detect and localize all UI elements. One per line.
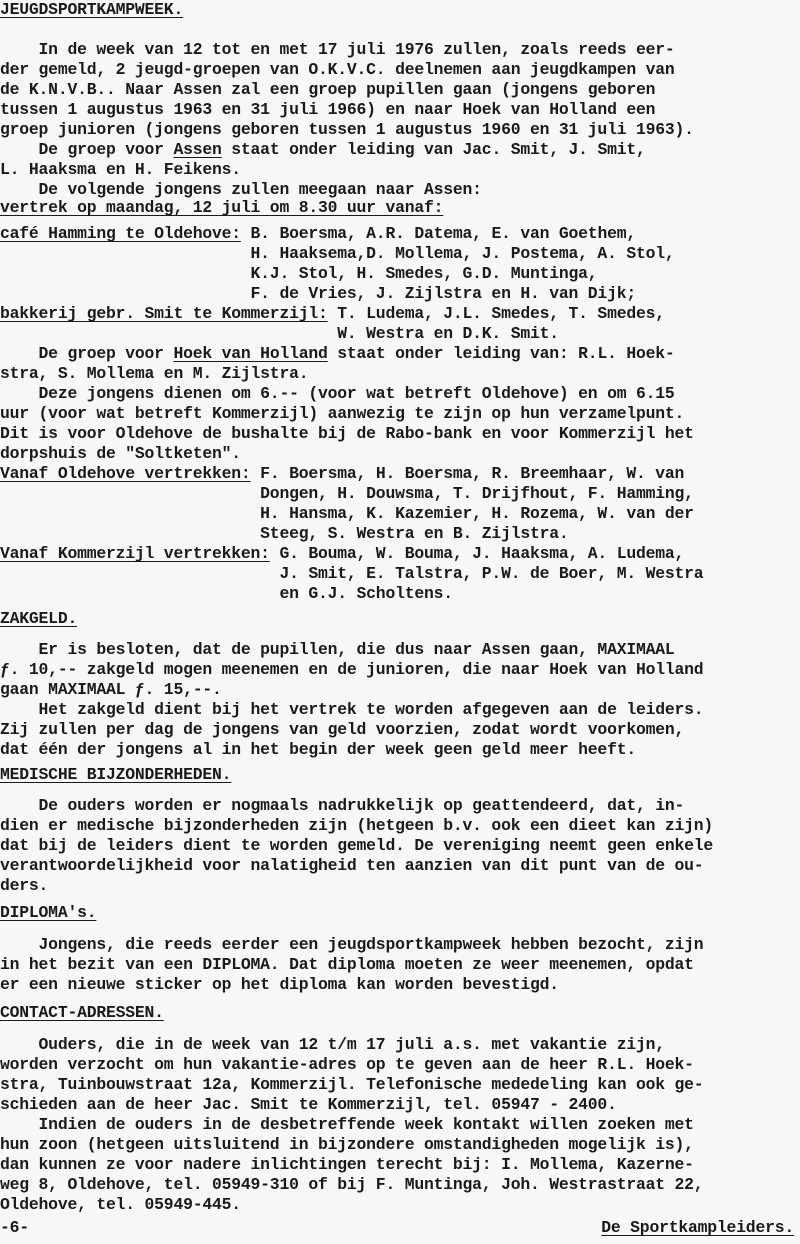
- paragraph-line: tussen 1 augustus 1963 en 31 juli 1966) en naar Hoek van Holland een: [0, 100, 656, 119]
- name-list: H. Haaksema,D. Mollema, J. Postema, A. Stol,: [0, 244, 675, 263]
- name-list: G. Bouma, W. Bouma, J. Haaksma, A. Ludema,: [269, 544, 685, 563]
- name-list: Dongen, H. Douwsma, T. Drijfhout, F. Hamming,: [0, 484, 694, 503]
- name-list: B. Boersma, A.R. Datema, E. van Goethem,: [240, 224, 636, 243]
- section-heading-diploma: DIPLOMA's.: [0, 903, 97, 922]
- paragraph-line: in het bezit van een DIPLOMA. Dat diploma moeten ze weer meenemen, opdat: [0, 955, 694, 974]
- paragraph-line: stra, Tuinbouwstraat 12a, Kommerzijl. Telefonische mededeling kan ook ge-: [0, 1075, 704, 1094]
- section-heading-jeugdsportkampweek: JEUGDSPORTKAMPWEEK.: [0, 0, 184, 19]
- name-list: J. Smit, E. Talstra, P.W. de Boer, M. Westra: [0, 564, 704, 583]
- paragraph-line: [0, 344, 675, 364]
- name-list: W. Westra en D.K. Smit.: [0, 324, 559, 343]
- paragraph-line: De volgende jongens zullen meegaan naar Assen:: [0, 180, 482, 199]
- name-list: F. Boersma, H. Boersma, R. Breemhaar, W. van: [250, 464, 685, 483]
- paragraph-line: der gemeld, 2 jeugd-groepen van O.K.V.C. deelnemen aan jeugdkampen van: [0, 60, 675, 79]
- paragraph-line: schieden aan de heer Jac. Smit te Kommerzijl, tel. 05947 - 2400.: [0, 1095, 617, 1114]
- pickup-label-cafe: café Hamming te Oldehove:: [0, 224, 241, 243]
- paragraph-line: gaan MAXIMAAL ƒ. 15,--.: [0, 680, 222, 699]
- paragraph-line: Jongens, die reeds eerder een jeugdsportkampweek hebben bezocht, zijn: [0, 935, 704, 954]
- paragraph-line: er een nieuwe sticker op het diploma kan worden bevestigd.: [0, 975, 559, 994]
- paragraph-line: Ouders, die in de week van 12 t/m 17 juli a.s. met vakantie zijn,: [0, 1035, 665, 1054]
- paragraph-line: L. Haaksma en H. Feikens.: [0, 160, 241, 179]
- paragraph-line: ƒ. 10,-- zakgeld mogen meenemen en de junioren, die naar Hoek van Holland: [0, 660, 704, 679]
- paragraph-line: Dit is voor Oldehove de bushalte bij de Rabo-bank en voor Kommerzijl het: [0, 424, 694, 443]
- pickup-bakkerij: [0, 304, 665, 324]
- paragraph-line: Indien de ouders in de desbetreffende week kontakt willen zoeken met: [0, 1115, 694, 1134]
- section-heading-medisch: MEDISCHE BIJZONDERHEDEN.: [0, 765, 232, 784]
- text: De groep voor: [0, 344, 174, 363]
- paragraph-line: Deze jongens dienen om 6.-- (voor wat betreft Oldehove) en om 6.15: [0, 384, 675, 403]
- name-list: T. Ludema, J.L. Smedes, T. Smedes,: [327, 304, 665, 323]
- name-list: en G.J. Scholtens.: [0, 584, 453, 603]
- section-heading-zakgeld: ZAKGELD.: [0, 609, 78, 628]
- paragraph-line: hun zoon (hetgeen uitsluitend in bijzondere omstandigheden mogelijk is),: [0, 1135, 694, 1154]
- paragraph-line: Zij zullen per dag de jongens van geld voorzien, zodat wordt voorkomen,: [0, 720, 685, 739]
- paragraph-line: de K.N.V.B.. Naar Assen zal een groep pupillen gaan (jongens geboren: [0, 80, 656, 99]
- paragraph-line: groep junioren (jongens geboren tussen 1 augustus 1960 en 31 juli 1963).: [0, 120, 694, 139]
- paragraph-line: stra, S. Mollema en M. Zijlstra.: [0, 364, 309, 383]
- section-heading-contact: CONTACT-ADRESSEN.: [0, 1003, 164, 1022]
- pickup-label-bakkerij: bakkerij gebr. Smit te Kommerzijl:: [0, 304, 328, 323]
- pickup-cafe: [0, 224, 636, 244]
- underlined-place-assen: Assen: [173, 140, 222, 159]
- text: staat onder leiding van Jac. Smit, J. Smit,: [221, 140, 646, 159]
- paragraph-line: dan kunnen ze voor nadere inlichtingen terecht bij: I. Mollema, Kazerne-: [0, 1155, 694, 1174]
- name-list: K.J. Stol, H. Smedes, G.D. Muntinga,: [0, 264, 598, 283]
- page-number: -6-: [0, 1218, 29, 1237]
- paragraph-line: dorpshuis de "Soltketen".: [0, 444, 241, 463]
- name-list: H. Hansma, K. Kazemier, H. Rozema, W. van der: [0, 504, 694, 523]
- paragraph-line: ders.: [0, 876, 49, 895]
- paragraph-line: In de week van 12 tot en met 17 juli 1976 zullen, zoals reeds eer-: [0, 40, 675, 59]
- paragraph-line: dien er medische bijzonderheden zijn (hetgeen b.v. ook een dieet kan zijn): [0, 816, 714, 835]
- paragraph-line: dat één der jongens al in het begin der week geen geld meer heeft.: [0, 740, 636, 759]
- text: staat onder leiding van: R.L. Hoek-: [327, 344, 675, 363]
- departure-oldehove: [0, 464, 684, 484]
- paragraph-line: [0, 140, 646, 160]
- departure-label-kommerzijl: Vanaf Kommerzijl vertrekken:: [0, 544, 270, 563]
- departure-label-oldehove: Vanaf Oldehove vertrekken:: [0, 464, 251, 483]
- underlined-place-hoek: Hoek van Holland: [173, 344, 328, 363]
- paragraph-line: De ouders worden er nogmaals nadrukkelijk op geattendeerd, dat, in-: [0, 796, 685, 815]
- text: De groep voor: [0, 140, 174, 159]
- signature: De Sportkampleiders.: [601, 1218, 794, 1237]
- paragraph-line: Oldehove, tel. 05949-445.: [0, 1195, 241, 1214]
- paragraph-line: weg 8, Oldehove, tel. 05949-310 of bij F. Muntinga, Joh. Westrastraat 22,: [0, 1175, 704, 1194]
- paragraph-line: dat bij de leiders dient te worden gemeld. De vereniging neemt geen enkele: [0, 836, 714, 855]
- paragraph-line: Het zakgeld dient bij het vertrek te worden afgegeven aan de leiders.: [0, 700, 704, 719]
- departure-kommerzijl: [0, 544, 684, 564]
- paragraph-line: uur (voor wat betreft Kommerzijl) aanwezig te zijn op hun verzamelpunt.: [0, 404, 685, 423]
- paragraph-line: verantwoordelijkheid voor nalatigheid ten aanzien van dit punt van de ou-: [0, 856, 704, 875]
- name-list: Steeg, S. Westra en B. Zijlstra.: [0, 524, 569, 543]
- departure-line: vertrek op maandag, 12 juli om 8.30 uur vanaf:: [0, 198, 444, 217]
- name-list: F. de Vries, J. Zijlstra en H. van Dijk;: [0, 284, 636, 303]
- paragraph-line: worden verzocht om hun vakantie-adres op te geven aan de heer R.L. Hoek-: [0, 1055, 694, 1074]
- paragraph-line: Er is besloten, dat de pupillen, die dus naar Assen gaan, MAXIMAAL: [0, 640, 675, 659]
